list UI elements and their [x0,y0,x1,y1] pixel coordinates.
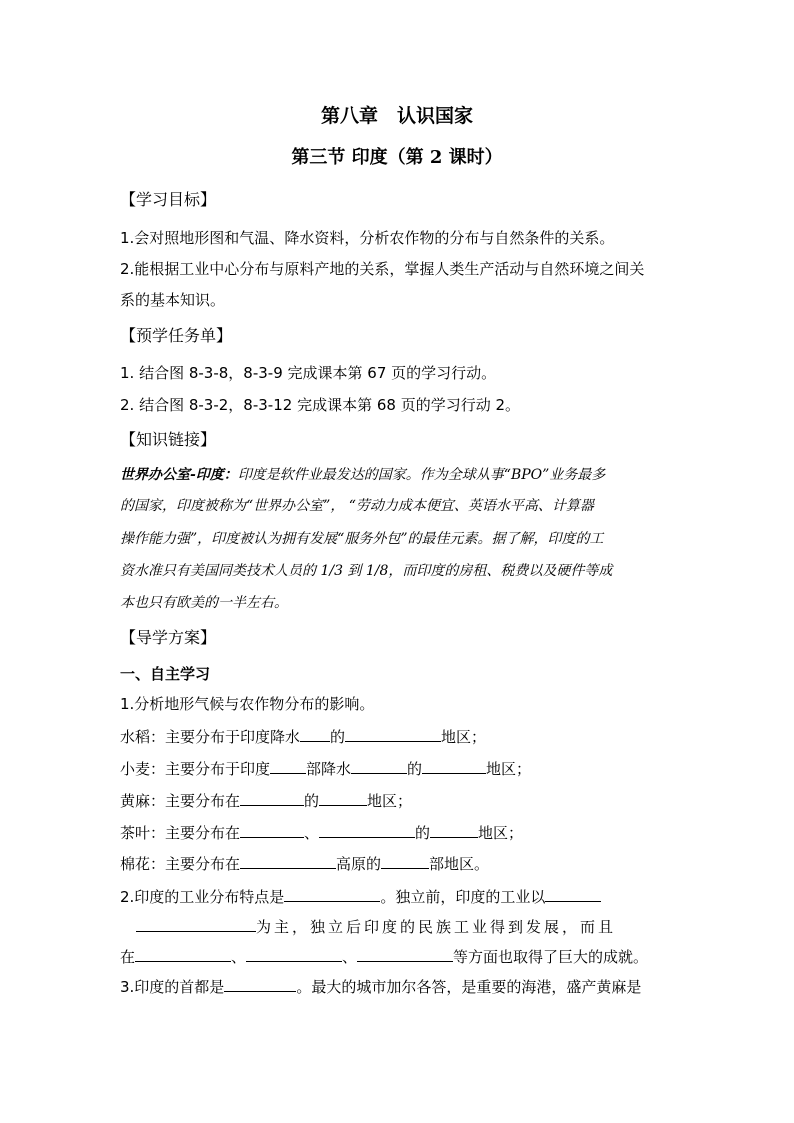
blank-field[interactable] [246,946,342,962]
blank-field[interactable] [300,726,330,742]
blank-field[interactable] [240,790,304,806]
knowledge-line-2: 的国家，印度被称为“世界办公室”， “劳动力成本便宜、英语水平高、计算器 [120,498,594,514]
objective-1: 1.会对照地形图和气温、降水资料，分析农作物的分布与自然条件的关系。 [120,229,615,247]
knowledge-line-5: 本也只有欧美的一半左右。 [120,595,288,611]
cotton-line: 棉花：主要分布在 高原的 部地区。 [120,855,490,873]
blank-field[interactable] [357,946,453,962]
blank-field[interactable] [224,976,296,992]
blank-field[interactable] [422,758,486,774]
rice-line: 水稻：主要分布于印度降水 的 地区； [120,728,487,746]
blank-field[interactable] [240,853,336,869]
knowledge-lead: 世界办公室-印度： [120,467,238,483]
guide-heading: 【导学方案】 [120,628,217,647]
preview-task-1: 1. 结合图 8-3-8，8-3-9 完成课本第 67 页的学习行动。 [120,364,497,382]
objective-2-line-2: 系的基本知识。 [120,291,226,309]
question-2-line-2: 为主，独立后印度的民族工业得到发展，而且 [136,916,680,937]
preview-task-2: 2. 结合图 8-3-2，8-3-12 完成课本第 68 页的学习行动 2。 [120,396,521,414]
blank-field[interactable] [430,822,478,838]
blank-field[interactable] [240,822,304,838]
knowledge-line-1 [120,465,680,485]
blank-field[interactable] [135,946,231,962]
blank-field[interactable] [381,853,429,869]
knowledge-text-1: 印度是软件业最发达的国家。作为全球从事“BPO”业务最多 [237,467,606,483]
question-2-line-1: 2.印度的工业分布特点是 。独立前，印度的工业以 [120,886,680,907]
question-2-line-3: 在 、 、 等方面也取得了巨大的成就。 [120,948,649,966]
self-study-heading: 一、自主学习 [120,665,211,683]
blank-field[interactable] [270,758,306,774]
blank-field[interactable] [545,886,601,902]
question-3: 3.印度的首都是 。最大的城市加尔各答，是重要的海港，盛产黄麻是 [120,978,642,996]
preview-heading: 【预学任务单】 [120,326,233,345]
blank-field[interactable] [319,822,415,838]
lesson-subtitle: 第三节 印度（第 2 课时） [291,147,503,168]
knowledge-heading: 【知识链接】 [120,430,217,449]
chapter-title: 第八章 认识国家 [320,105,473,127]
tea-line: 茶叶：主要分布在 、 的 地区； [120,824,524,842]
objectives-heading: 【学习目标】 [120,190,217,209]
blank-field[interactable] [319,790,367,806]
objective-2-line-1: 2.能根据工业中心分布与原料产地的关系，掌握人类生产活动与自然环境之间关 [120,260,645,278]
question-1: 1.分析地形气候与农作物分布的影响。 [120,695,375,713]
wheat-line: 小麦：主要分布于印度 部降水 的 地区； [120,760,532,778]
blank-field[interactable] [351,758,407,774]
blank-field[interactable] [284,886,380,902]
knowledge-line-4: 资水准只有美国同类技术人员的 1/3 到 1/8，而印度的房租、税费以及硬件等成 [120,563,613,579]
knowledge-line-3: 操作能力强”，印度被认为拥有发展“服务外包”的最佳元素。据了解，印度的工 [120,531,604,547]
blank-field[interactable] [345,726,441,742]
blank-field[interactable] [136,916,256,932]
jute-line: 黄麻：主要分布在 的 地区； [120,792,413,810]
